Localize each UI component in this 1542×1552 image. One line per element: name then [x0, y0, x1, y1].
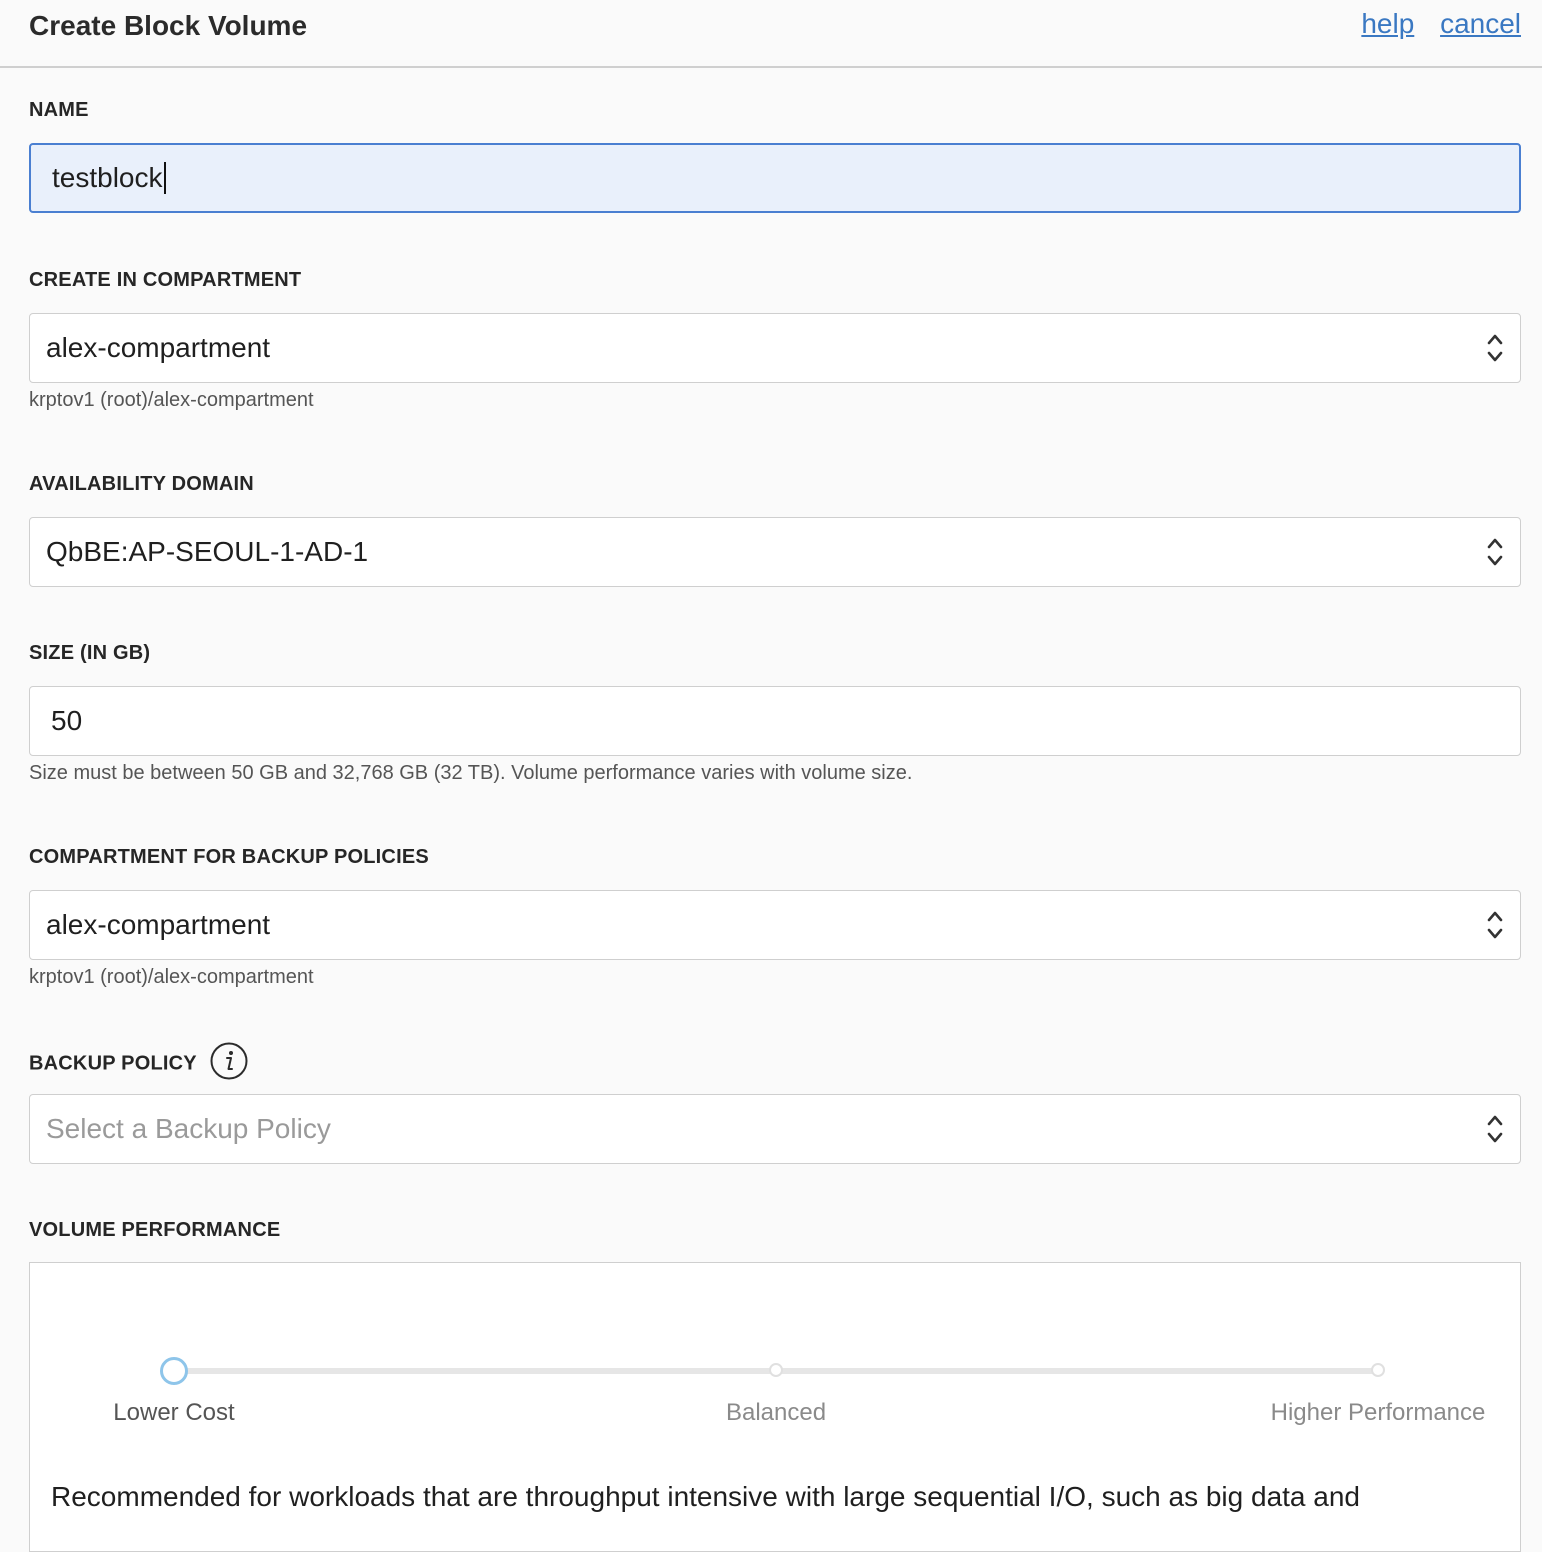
slider-tick-higher-performance[interactable] — [1371, 1363, 1385, 1377]
compartment-select-value: alex-compartment — [46, 332, 271, 363]
help-link[interactable]: help — [1361, 8, 1415, 39]
info-icon[interactable] — [210, 1042, 248, 1080]
performance-description: Recommended for workloads that are throughput intensive with large sequential I/O, such as big data and — [51, 1481, 1360, 1512]
compartment-label: CREATE IN COMPARTMENT — [29, 269, 302, 291]
size-label: SIZE (IN GB) — [29, 642, 151, 664]
backup-policy-label-row — [29, 1045, 248, 1083]
availability-domain-select[interactable] — [29, 517, 1521, 587]
backup-compartment-select[interactable] — [29, 890, 1521, 960]
option-higher-performance[interactable]: Higher Performance — [1270, 1399, 1486, 1426]
backup-compartment-label: COMPARTMENT FOR BACKUP POLICIES — [29, 846, 429, 868]
updown-chevron-icon — [1486, 331, 1504, 365]
updown-chevron-icon — [1486, 908, 1504, 942]
compartment-path: krptov1 (root)/alex-compartment — [29, 389, 314, 411]
size-helper-text: Size must be between 50 GB and 32,768 GB (32 TB). Volume performance varies with volume size. — [29, 762, 913, 784]
performance-slider-handle[interactable] — [160, 1357, 188, 1385]
header-links — [1343, 8, 1521, 40]
name-input-value: testblock — [52, 162, 163, 193]
cancel-link[interactable]: cancel — [1440, 8, 1521, 39]
backup-policy-label: BACKUP POLICY — [29, 1052, 197, 1075]
dialog-title: Create Block Volume — [29, 10, 308, 41]
updown-chevron-icon — [1486, 1112, 1504, 1146]
compartment-select[interactable] — [29, 313, 1521, 383]
updown-chevron-icon — [1486, 535, 1504, 569]
availability-domain-value: QbBE:AP-SEOUL-1-AD-1 — [46, 536, 369, 567]
text-cursor — [164, 162, 166, 194]
option-lower-cost[interactable]: Lower Cost — [113, 1399, 235, 1426]
backup-policy-select[interactable] — [29, 1094, 1521, 1164]
backup-compartment-value: alex-compartment — [46, 909, 271, 940]
option-balanced[interactable]: Balanced — [725, 1399, 827, 1426]
backup-policy-placeholder: Select a Backup Policy — [46, 1113, 331, 1144]
name-label: NAME — [29, 99, 89, 121]
size-input-value: 50 — [51, 705, 83, 736]
name-input[interactable] — [29, 143, 1521, 213]
volume-performance-label: VOLUME PERFORMANCE — [29, 1219, 281, 1241]
slider-tick-balanced[interactable] — [769, 1363, 783, 1377]
dialog-header — [0, 0, 1542, 68]
backup-compartment-path: krptov1 (root)/alex-compartment — [29, 966, 314, 988]
volume-performance-panel — [29, 1262, 1521, 1552]
availability-domain-label: AVAILABILITY DOMAIN — [29, 473, 254, 495]
size-input[interactable] — [29, 686, 1521, 756]
